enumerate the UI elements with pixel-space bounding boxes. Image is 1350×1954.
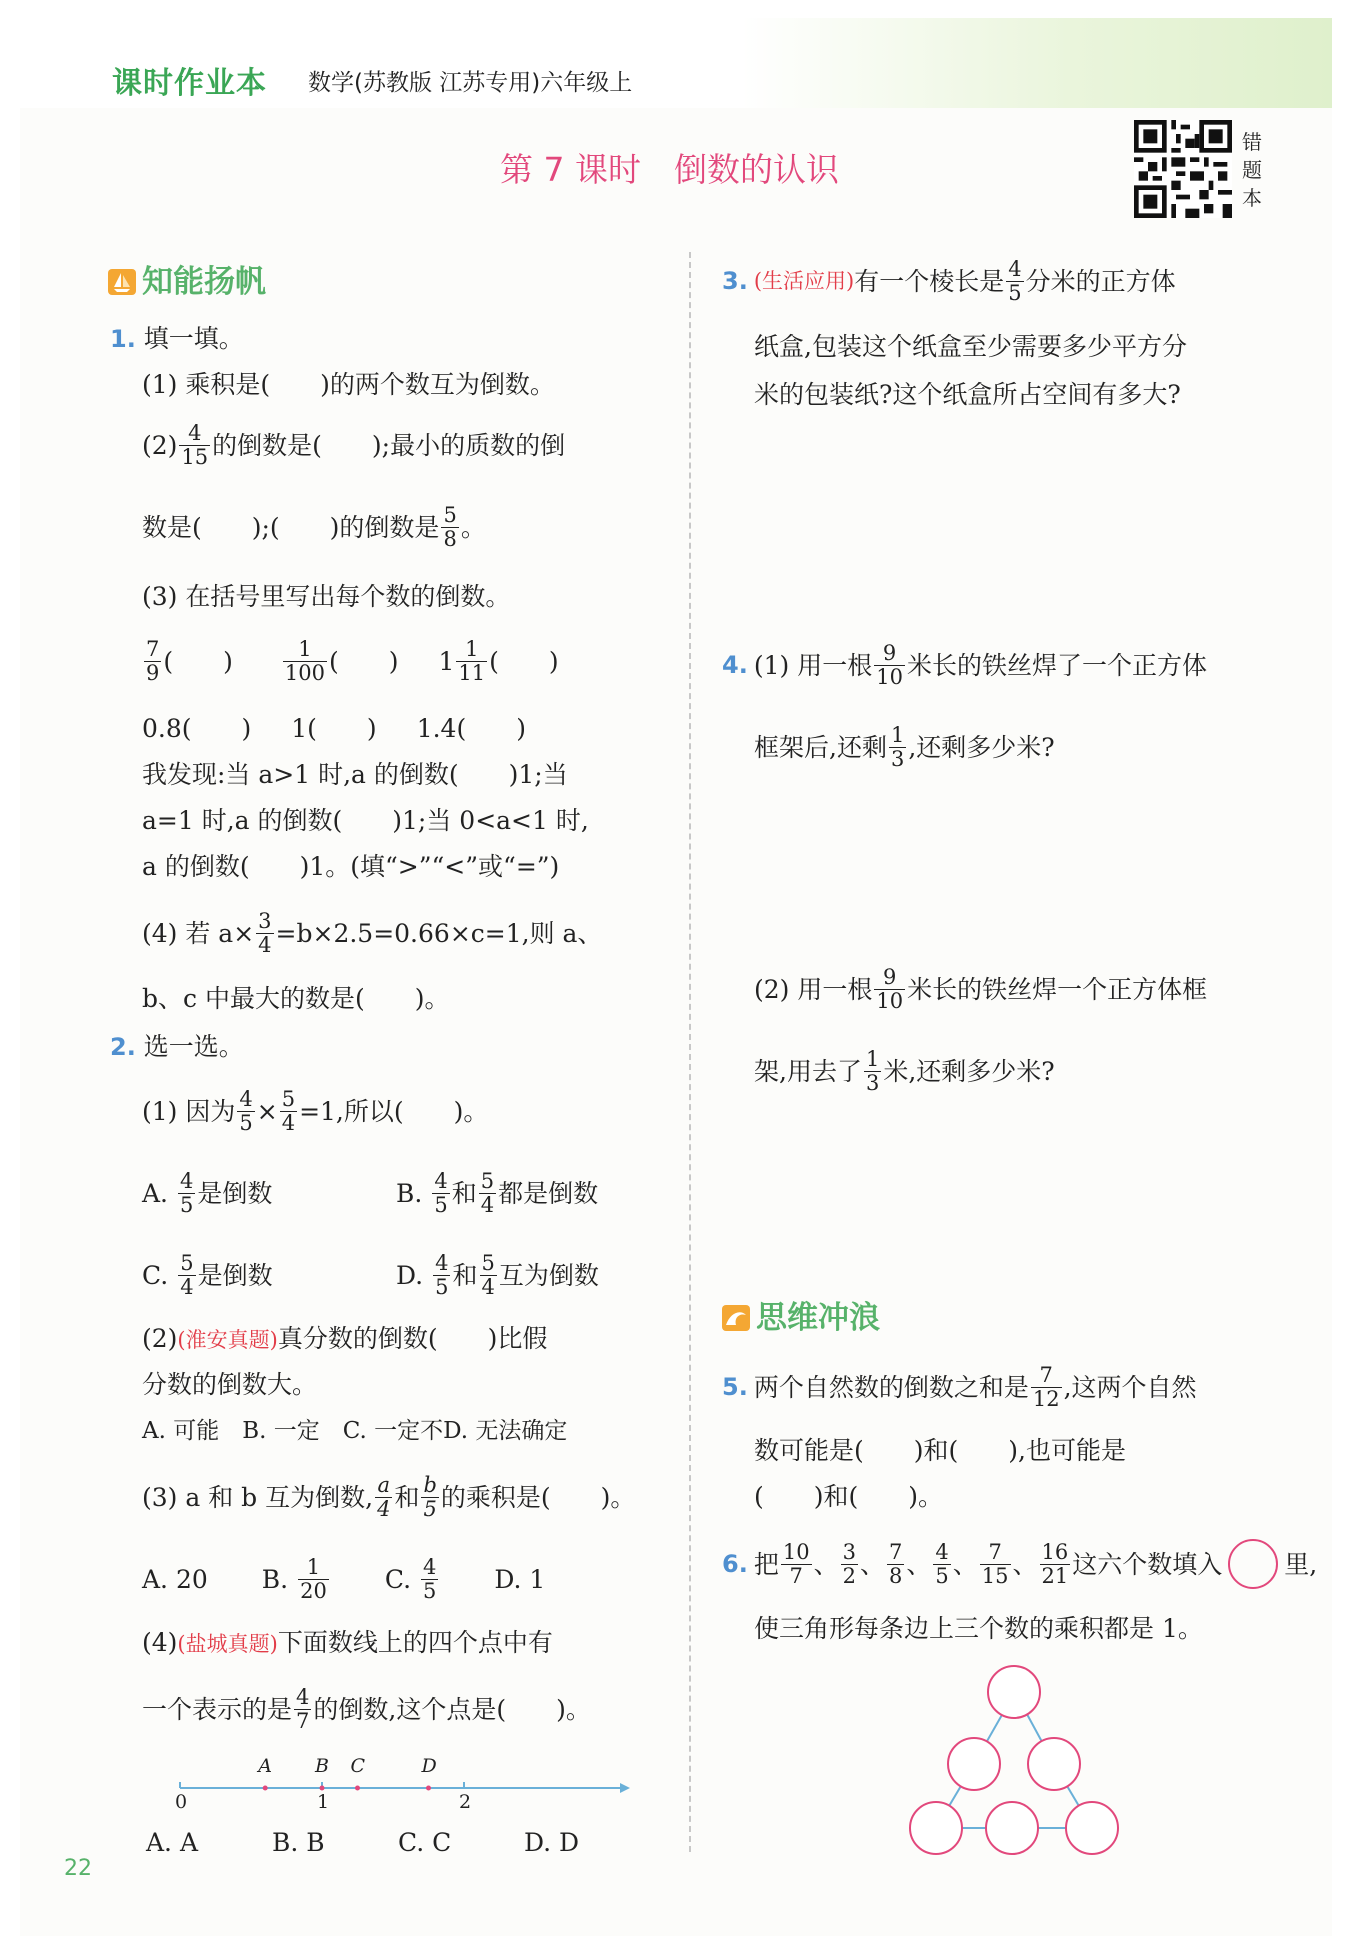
fraction: 10 7 [782, 1539, 810, 1588]
section-heading-left: 知能扬帆 [108, 256, 266, 301]
fraction: 3 2 [842, 1539, 856, 1588]
fraction: 7 9 [146, 636, 160, 685]
fraction: 9 10 [876, 640, 903, 689]
fraction: 1 3 [865, 1046, 880, 1095]
fraction: $\frac{3}{4}$ [258, 908, 272, 957]
number-line-point [263, 1786, 268, 1791]
fraction: 5 4 [180, 1250, 194, 1299]
q1-heading: 1. 填一填。 [110, 324, 244, 353]
series-title: 数学(苏教版 江苏专用)六年级上 [308, 70, 633, 96]
fraction: 4 5 [1008, 256, 1022, 305]
source-tag: (盐城真题) [177, 1632, 278, 1656]
blank-circle-icon [1226, 1537, 1280, 1591]
q2-heading: 2. 选一选。 [110, 1032, 244, 1061]
qr-code-icon[interactable] [1134, 120, 1232, 218]
q2-option-a[interactable]: A. 4 5 是倒数 [142, 1168, 273, 1217]
number-line-point-label: D [421, 1755, 437, 1777]
fraction: 1 20 [300, 1554, 327, 1603]
answer-circle[interactable] [910, 1802, 962, 1854]
q3-line3: 米的包装纸?这个纸盒所占空间有多大? [754, 380, 1181, 409]
fraction: 7 15 [981, 1539, 1009, 1588]
fraction: 1 11 [458, 636, 486, 685]
source-tag: (生活应用) [753, 268, 855, 293]
q1-discovery-line1: 我发现:当 a>1 时,a 的倒数( )1;当 [142, 760, 568, 789]
number-line-point-label: B [315, 1755, 329, 1777]
number-line-point [426, 1786, 431, 1791]
q1-part4-line2: b、c 中最大的数是( )。 [142, 984, 450, 1013]
fraction: a 4 [377, 1472, 391, 1521]
page-number: 22 [64, 1856, 92, 1881]
q4-part2-line2: 架,用去了 1 3 米,还剩多少米? [754, 1046, 1055, 1095]
number-line-point [355, 1786, 360, 1791]
number-line-arrow [620, 1783, 630, 1793]
fraction: 1 100 [284, 636, 325, 685]
q2-option-d[interactable]: D. 4 5 和 5 4 互为倒数 [396, 1250, 599, 1299]
fraction: 7 8 [888, 1539, 903, 1588]
answer-circle[interactable] [986, 1802, 1038, 1854]
q1-discovery-line3: a 的倒数( )1。(填“>”“<”或“=”) [142, 852, 560, 881]
number-line-point-label: A [258, 1755, 272, 1777]
fraction: 7 12 [1032, 1362, 1060, 1411]
source-tag: (淮安真题) [177, 1328, 278, 1352]
fraction: 16 21 [1041, 1539, 1069, 1588]
fraction: 4 7 [296, 1684, 310, 1733]
number-line-point [320, 1786, 325, 1791]
q2-part4-line1: (4)(盐城真题)下面数线上的四个点中有 [142, 1628, 553, 1657]
fraction: $\frac{4}{5}$ [239, 1086, 253, 1135]
section-heading-right: 思维冲浪 [722, 1292, 880, 1337]
number-line-tick-label: 0 [175, 1791, 188, 1810]
q4-part1-line1: 4. (1) 用一根 9 10 米长的铁丝焊了一个正方体 [722, 640, 1207, 689]
q6-line1: 6. 把 10 7 、 3 2 、 7 8 、 4 5 、 7 15 、 16 21 这六个数填入 里, [722, 1536, 1317, 1592]
q2-option-b[interactable]: B. 4 5 和 5 4 都是倒数 [396, 1168, 599, 1217]
fraction: 4 5 [435, 1250, 449, 1299]
number-line [170, 1750, 630, 1810]
lesson-title: 第 7 课时 倒数的认识 [500, 150, 839, 189]
brand-title: 课时作业本 [112, 66, 267, 101]
fraction: 5 4 [480, 1168, 495, 1217]
q4-part2-line1: (2) 用一根 9 10 米长的铁丝焊一个正方体框 [754, 964, 1208, 1013]
q5-line3: ( )和( )。 [754, 1482, 944, 1511]
q2-part4-options[interactable]: A. A B. B C. C D. D [146, 1828, 580, 1857]
answer-circle[interactable] [948, 1738, 1000, 1790]
q1-part3: (3) 在括号里写出每个数的倒数。 [142, 582, 511, 611]
fraction: 4 5 [935, 1539, 949, 1588]
fraction: 4 5 [180, 1168, 194, 1217]
q5-line2: 数可能是( )和( ),也可能是 [754, 1436, 1126, 1465]
q6-line2: 使三角形每条边上三个数的乘积都是 1。 [754, 1614, 1203, 1643]
q1-reciprocal-row2: 0.8( ) 1( ) 1.4( ) [142, 714, 526, 743]
fraction: 5 4 [481, 1250, 495, 1299]
q2-part2-line1: (2)(淮安真题)真分数的倒数( )比假 [142, 1324, 548, 1353]
fraction: 1 3 [890, 722, 905, 771]
q4-part1-line2: 框架后,还剩 1 3 ,还剩多少米? [754, 722, 1055, 771]
number-line-point-label: C [350, 1755, 366, 1777]
q3-line2: 纸盒,包装这个纸盒至少需要多少平方分 [754, 332, 1187, 361]
answer-circle[interactable] [1066, 1802, 1118, 1854]
q2-part2-line2: 分数的倒数大。 [142, 1370, 318, 1399]
answer-circle[interactable] [1028, 1738, 1080, 1790]
q5-line1: 5. 两个自然数的倒数之和是 7 12 ,这两个自然 [722, 1362, 1197, 1411]
q1-part4-line1: (4) 若 a× $\frac{3}{4}$ =b×2.5=0.66×c=1,则 a、 [142, 908, 603, 957]
fraction: $\frac{5}{4}$ [281, 1086, 296, 1135]
q2-part3: (3) a 和 b 互为倒数, a 4 和 b 5 的乘积是( )。 [142, 1472, 636, 1521]
q1-part2-line1: (2) 4 15 的倒数是( );最小的质数的倒 [142, 420, 566, 469]
triangle-diagram [902, 1660, 1128, 1860]
q2-part2-options[interactable]: A. 可能 B. 一定 C. 一定不D. 无法确定 [142, 1418, 568, 1444]
fraction: 4 15 [181, 420, 209, 469]
q3-line1: 3. (生活应用) 有一个棱长是 4 5 分米的正方体 [722, 256, 1176, 305]
q1-reciprocal-row1: 7 9 ( ) 1 100 ( ) 1 1 11 ( ) [146, 636, 559, 685]
number-line-tick-label: 1 [317, 1791, 330, 1810]
q2-part4-line2: 一个表示的是 4 7 的倒数,这个点是( )。 [142, 1684, 591, 1733]
fraction: 9 10 [876, 964, 904, 1013]
q1-part1: (1) 乘积是( )的两个数互为倒数。 [142, 370, 555, 399]
fraction: 4 5 [434, 1168, 448, 1217]
number-line-tick-label: 2 [459, 1791, 472, 1810]
fraction: 5 8 [443, 502, 457, 551]
answer-circle[interactable] [988, 1666, 1040, 1718]
q2-option-c[interactable]: C. 5 4 是倒数 [142, 1250, 273, 1299]
sailboat-icon [108, 269, 136, 295]
q1-part2-line2: 数是( );( )的倒数是 5 8 。 [142, 502, 486, 551]
fraction: b 5 [423, 1472, 437, 1521]
q2-part1: (1) 因为 $\frac{4}{5}$ × $\frac{5}{4}$ =1,所以( )。 [142, 1086, 489, 1135]
q1-discovery-line2: a=1 时,a 的倒数( )1;当 0<a<1 时, [142, 806, 589, 835]
wrong-book-label: 错 题 本 [1242, 130, 1262, 210]
fraction: 4 5 [423, 1554, 437, 1603]
column-divider [689, 252, 691, 1852]
q2-part3-options[interactable]: A. 20 B. 1 20 C. 4 5 D. 1 [142, 1554, 546, 1603]
wave-icon [722, 1305, 750, 1331]
